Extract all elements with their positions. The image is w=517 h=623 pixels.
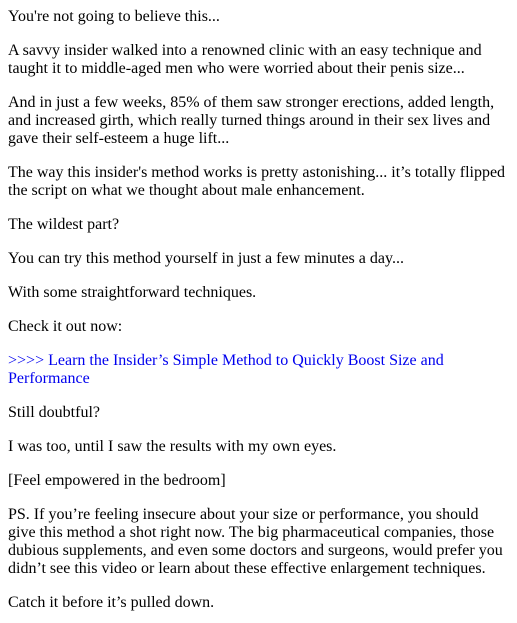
paragraph-results: And in just a few weeks, 85% of them saw stronger erections, added length, and increased girth, which really turned things around in their sex lives and gave their self-esteem a huge lift... <box>8 94 495 147</box>
paragraph-catch: Catch it before it’s pulled down. <box>8 594 215 611</box>
paragraph-check: Check it out now: <box>8 318 123 335</box>
paragraph-empowered: [Feel empowered in the bedroom] <box>8 472 226 489</box>
paragraph-techniques: With some straightforward techniques. <box>8 284 257 301</box>
link-paragraph <box>8 352 509 388</box>
paragraph-try: You can try this method yourself in just a few minutes a day... <box>8 250 404 267</box>
paragraph-intro: You're not going to believe this... <box>8 8 220 25</box>
paragraph-doubtful: Still doubtful? <box>8 404 100 421</box>
paragraph-wildest: The wildest part? <box>8 216 120 233</box>
paragraph-method: The way this insider's method works is pretty astonishing... it’s totally flipped the script on what we thought about male enhancement. <box>8 164 506 199</box>
paragraph-insider: A savvy insider walked into a renowned clinic with an easy technique and taught it to middle-aged men who were worried about their penis size... <box>8 42 482 77</box>
method-link[interactable]: >>>> Learn the Insider’s Simple Method to Quickly Boost Size and Performance <box>8 352 444 387</box>
paragraph-too: I was too, until I saw the results with my own eyes. <box>8 438 337 455</box>
paragraph-ps: PS. If you’re feeling insecure about your size or performance, you should give this method a shot right now. The big pharmaceutical companies, those dubious supplements, and even some doctors and surgeons, would prefer you didn’t see this video or learn about these effective enlargement techniques. <box>8 506 503 577</box>
